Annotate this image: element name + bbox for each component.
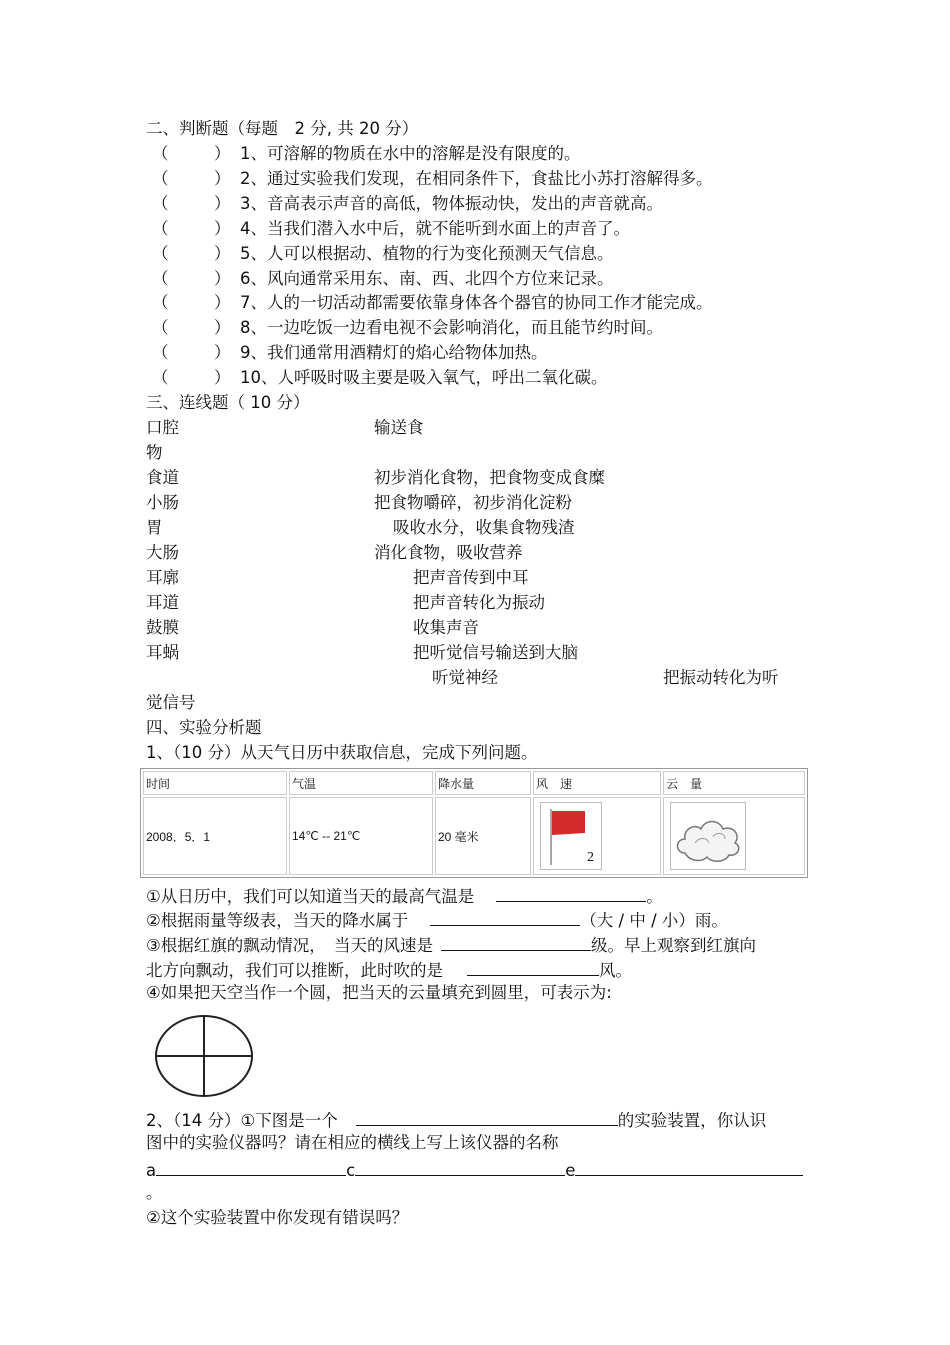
q1-line-a: ①从日历中，我们可以知道当天的最高气温是 。 — [146, 883, 663, 908]
header-time: 时间 — [143, 771, 287, 795]
cloud-icon — [670, 802, 746, 870]
matching-right-item[interactable]: 初步消化食物，把食物变成食糜 — [374, 468, 605, 487]
q1-line-d: 北方向飘动，我们可以推断，此时吹的是 风。 — [146, 957, 632, 982]
section2-title: 二、判断题（每题 2 分, 共 20 分） — [146, 119, 419, 138]
judgement-open-paren: （ — [152, 368, 169, 388]
judgement-answer-slot[interactable] — [170, 193, 214, 215]
judgement-statement: 10、人呼吸时吸主要是吸入氧气，呼出二氧化碳。 — [240, 368, 608, 388]
cell-wind — [533, 797, 661, 875]
judgement-close-paren: ） — [214, 144, 231, 163]
answer-blank-max-temp[interactable] — [496, 883, 646, 902]
judgement-close-paren: ） — [214, 368, 231, 388]
matching-left-item[interactable]: 物 — [146, 443, 163, 462]
cell-precipitation: 20 毫米 — [435, 797, 531, 875]
judgement-statement: 4、当我们潜入水中后，就不能听到水面上的声音了。 — [240, 218, 630, 238]
judgement-statement: 8、一边吃饭一边看电视不会影响消化，而且能节约时间。 — [240, 318, 663, 338]
judgement-close-paren: ） — [214, 243, 231, 263]
q1-line-c: ③根据红旗的飘动情况， 当天的风速是 级。早上观察到红旗向 — [146, 932, 756, 957]
matching-right-item[interactable]: 收集声音 — [413, 618, 479, 637]
matching-extra-left: 听觉神经 — [432, 668, 498, 687]
matching-left-item[interactable]: 口腔 — [146, 418, 179, 437]
judgement-statement: 9、我们通常用酒精灯的焰心给物体加热。 — [240, 343, 548, 363]
judgement-answer-slot[interactable] — [170, 292, 214, 314]
matching-left-item[interactable]: 耳蜗 — [146, 643, 179, 662]
wind-level-label: 2 — [587, 850, 594, 866]
judgement-statement: 1、可溶解的物质在水中的溶解是没有限度的。 — [240, 144, 581, 163]
section4-title: 四、实验分析题 — [146, 718, 262, 737]
judgement-open-paren: （ — [152, 293, 169, 313]
judgement-answer-slot[interactable] — [170, 268, 214, 290]
judgement-statement: 6、风向通常采用东、南、西、北四个方位来记录。 — [240, 268, 614, 288]
answer-blank-c[interactable] — [355, 1157, 565, 1176]
cell-temperature: 14℃ -- 21℃ — [289, 797, 433, 875]
answer-blank-rain-level[interactable] — [430, 907, 580, 926]
matching-right-item[interactable]: 把声音转化为振动 — [413, 593, 545, 612]
judgement-statement: 5、人可以根据动、植物的行为变化预测天气信息。 — [240, 243, 614, 263]
judgement-open-paren: （ — [152, 168, 169, 188]
answer-blank-wind-direction[interactable] — [467, 957, 599, 976]
cell-date: 2008．5．1 — [143, 797, 287, 875]
header-temperature: 气温 — [289, 771, 433, 795]
matching-right-item[interactable]: 吸收水分，收集食物残渣 — [393, 518, 575, 537]
cloud-cover-circle[interactable] — [152, 1012, 256, 1100]
judgement-close-paren: ） — [214, 343, 231, 363]
q2-line-2: 图中的实验仪器吗？请在相应的横线上写上该仪器的名称 — [146, 1133, 559, 1152]
matching-right-item[interactable]: 输送食 — [374, 418, 424, 437]
judgement-statement: 2、通过实验我们发现，在相同条件下，食盐比小苏打溶解得多。 — [240, 168, 713, 188]
matching-right-item[interactable]: 消化食物，吸收营养 — [374, 543, 523, 562]
judgement-open-paren: （ — [152, 243, 169, 263]
judgement-statement: 7、人的一切活动都需要依靠身体各个器官的协同工作才能完成。 — [240, 293, 713, 313]
judgement-open-paren: （ — [152, 343, 169, 363]
wind-flag-icon — [540, 802, 602, 870]
answer-blank-e[interactable] — [575, 1157, 803, 1176]
q1-line-e: ④如果把天空当作一个圆，把当天的云量填充到圆里，可表示为: — [146, 983, 612, 1002]
section3-title: 三、连线题（ 10 分） — [146, 393, 310, 412]
judgement-close-paren: ） — [214, 193, 231, 213]
judgement-answer-slot[interactable] — [170, 143, 214, 165]
judgement-close-paren: ） — [214, 318, 231, 338]
matching-left-item[interactable]: 小肠 — [146, 493, 179, 512]
matching-right-item[interactable]: 把声音传到中耳 — [413, 568, 529, 587]
matching-left-item[interactable]: 耳廓 — [146, 568, 179, 587]
question1-title: 1、（10 分）从天气日历中获取信息，完成下列问题。 — [146, 743, 538, 762]
judgement-statement: 3、音高表示声音的高低，物体振动快，发出的声音就高。 — [240, 193, 663, 213]
cell-cloud — [663, 797, 805, 875]
matching-left-item[interactable]: 鼓膜 — [146, 618, 179, 637]
judgement-answer-slot[interactable] — [170, 342, 214, 364]
judgement-close-paren: ） — [214, 268, 231, 288]
matching-wrap-text: 觉信号 — [146, 693, 196, 712]
q1-line-b: ②根据雨量等级表，当天的降水属于 （大 / 中 / 小）雨。 — [146, 907, 728, 932]
matching-left-item[interactable]: 食道 — [146, 468, 179, 487]
matching-left-item[interactable]: 大肠 — [146, 543, 179, 562]
answer-blank-apparatus[interactable] — [356, 1107, 618, 1126]
header-wind-speed: 风 速 — [533, 771, 661, 795]
weather-calendar-table — [140, 768, 808, 878]
answer-blank-wind-speed[interactable] — [441, 932, 591, 951]
answer-blank-a[interactable] — [156, 1157, 346, 1176]
judgement-close-paren: ） — [214, 168, 231, 188]
judgement-close-paren: ） — [214, 218, 231, 238]
judgement-answer-slot[interactable] — [170, 367, 214, 389]
judgement-open-paren: （ — [152, 193, 169, 213]
q2-line-end: 。 — [146, 1183, 163, 1202]
q2-line-3: a c e — [146, 1157, 803, 1182]
judgement-open-paren: （ — [152, 144, 169, 163]
matching-right-item[interactable]: 把听觉信号输送到大脑 — [413, 643, 578, 662]
judgement-answer-slot[interactable] — [170, 168, 214, 190]
q2-line-1: 2、（14 分）①下图是一个 的实验装置，你认识 — [146, 1107, 766, 1132]
judgement-open-paren: （ — [152, 318, 169, 338]
q2-line-4: ②这个实验装置中你发现有错误吗？ — [146, 1208, 409, 1227]
judgement-open-paren: （ — [152, 218, 169, 238]
judgement-answer-slot[interactable] — [170, 218, 214, 240]
judgement-answer-slot[interactable] — [170, 243, 214, 265]
header-precipitation: 降水量 — [435, 771, 531, 795]
matching-extra-right: 把振动转化为听 — [663, 668, 779, 687]
header-cloud-cover: 云 量 — [663, 771, 805, 795]
matching-left-item[interactable]: 胃 — [146, 518, 163, 537]
judgement-close-paren: ） — [214, 293, 231, 313]
matching-left-item[interactable]: 耳道 — [146, 593, 179, 612]
judgement-answer-slot[interactable] — [170, 317, 214, 339]
judgement-open-paren: （ — [152, 268, 169, 288]
matching-right-item[interactable]: 把食物嚼碎，初步消化淀粉 — [374, 493, 572, 512]
